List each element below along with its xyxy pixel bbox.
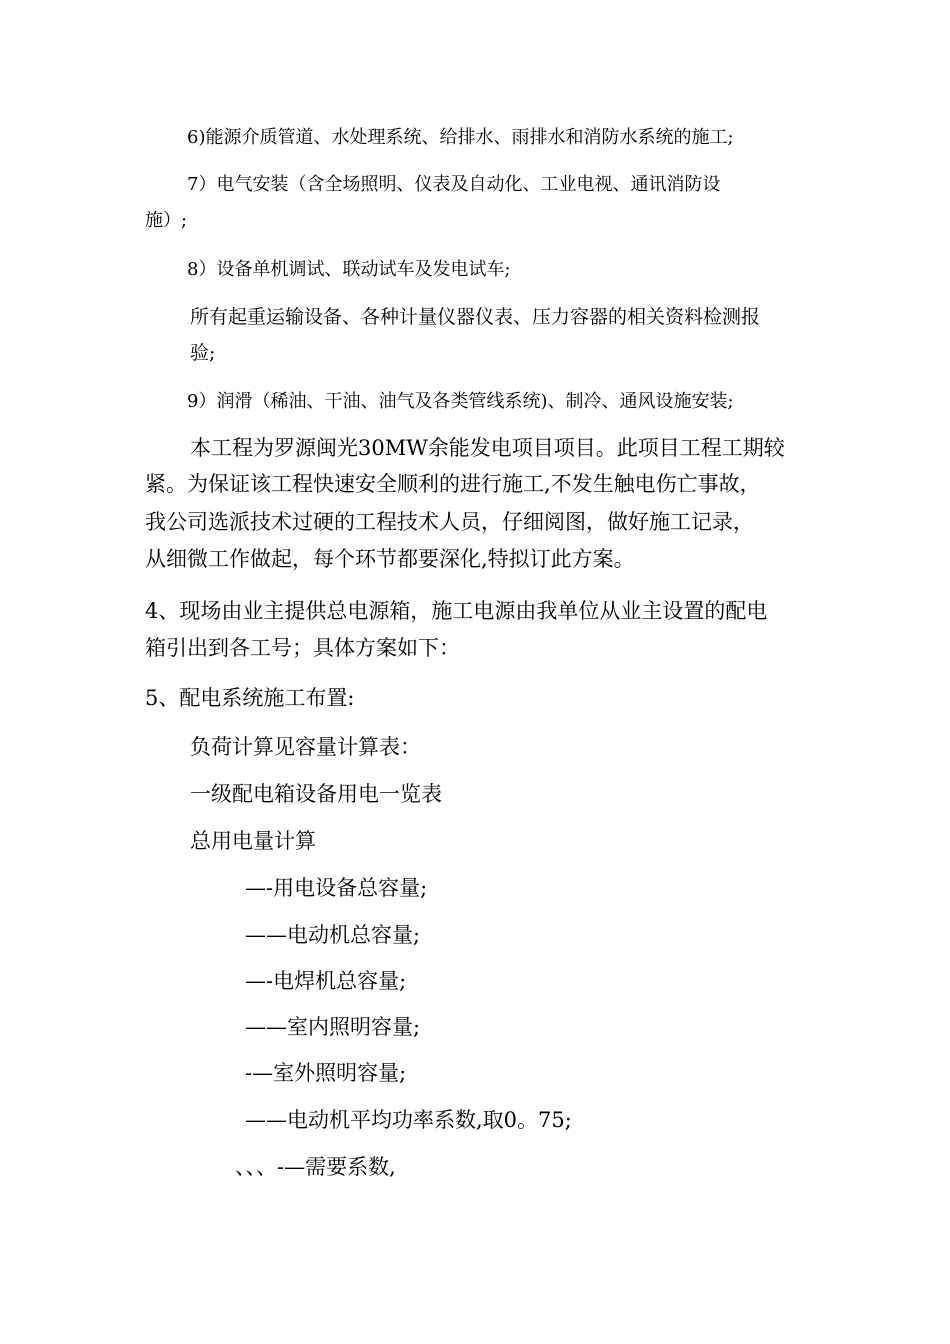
definition-motor-power-factor: ——电动机平均功率系数,取0。75; (245, 1108, 572, 1132)
definition-welder-capacity: —-电焊机总容量; (245, 969, 407, 993)
definition-demand-coefficient: 、、、-—需要系数, (235, 1155, 396, 1179)
definition-motor-capacity: ——电动机总容量; (245, 923, 421, 947)
definition-equipment-capacity: —-用电设备总容量; (245, 876, 428, 900)
section-5-heading: 5、配电系统施工布置: (145, 686, 355, 710)
item-9-line: 9）润滑（稀油、干油、油气及各类管线系统)、制冷、通风设施安装; (187, 391, 734, 412)
equipment-line-2: 验; (190, 342, 216, 364)
item-8-line: 8）设备单机调试、联动试车及发电试车; (187, 259, 511, 280)
section-4-line-2: 箱引出到各工号；具体方案如下： (145, 636, 460, 660)
project-paragraph-line-1: 本工程为罗源闽光30MW余能发电项目项目。此项目工程工期较 (190, 436, 785, 460)
distribution-box-table-title: 一级配电箱设备用电一览表 (190, 782, 442, 806)
item-6-line: 6)能源介质管道、水处理系统、给排水、雨排水和消防水系统的施工; (187, 127, 734, 148)
load-calc-line: 负荷计算见容量计算表： (190, 735, 421, 759)
equipment-line-1: 所有起重运输设备、各种计量仪器仪表、压力容器的相关资料检测报 (190, 306, 761, 328)
definition-outdoor-lighting: -—室外照明容量; (245, 1061, 407, 1085)
project-paragraph-line-2: 紧。为保证该工程快速安全顺利的进行施工,不发生触电伤亡事故， (145, 472, 761, 496)
section-4-line-1: 4、现场由业主提供总电源箱，施工电源由我单位从业主设置的配电 (145, 599, 768, 623)
project-paragraph-line-3: 我公司选派技术过硬的工程技术人员，仔细阅图，做好施工记录， (145, 510, 754, 534)
total-power-calc-heading: 总用电量计算 (190, 829, 316, 853)
item-7-line-1: 7）电气安装（含全场照明、仪表及自动化、工业电视、通讯消防设 (187, 174, 721, 195)
item-7-line-2: 施）; (145, 210, 188, 231)
project-paragraph-line-4: 从细微工作做起，每个环节都要深化,特拟订此方案。 (145, 547, 635, 571)
definition-indoor-lighting: ——室内照明容量; (245, 1015, 421, 1039)
